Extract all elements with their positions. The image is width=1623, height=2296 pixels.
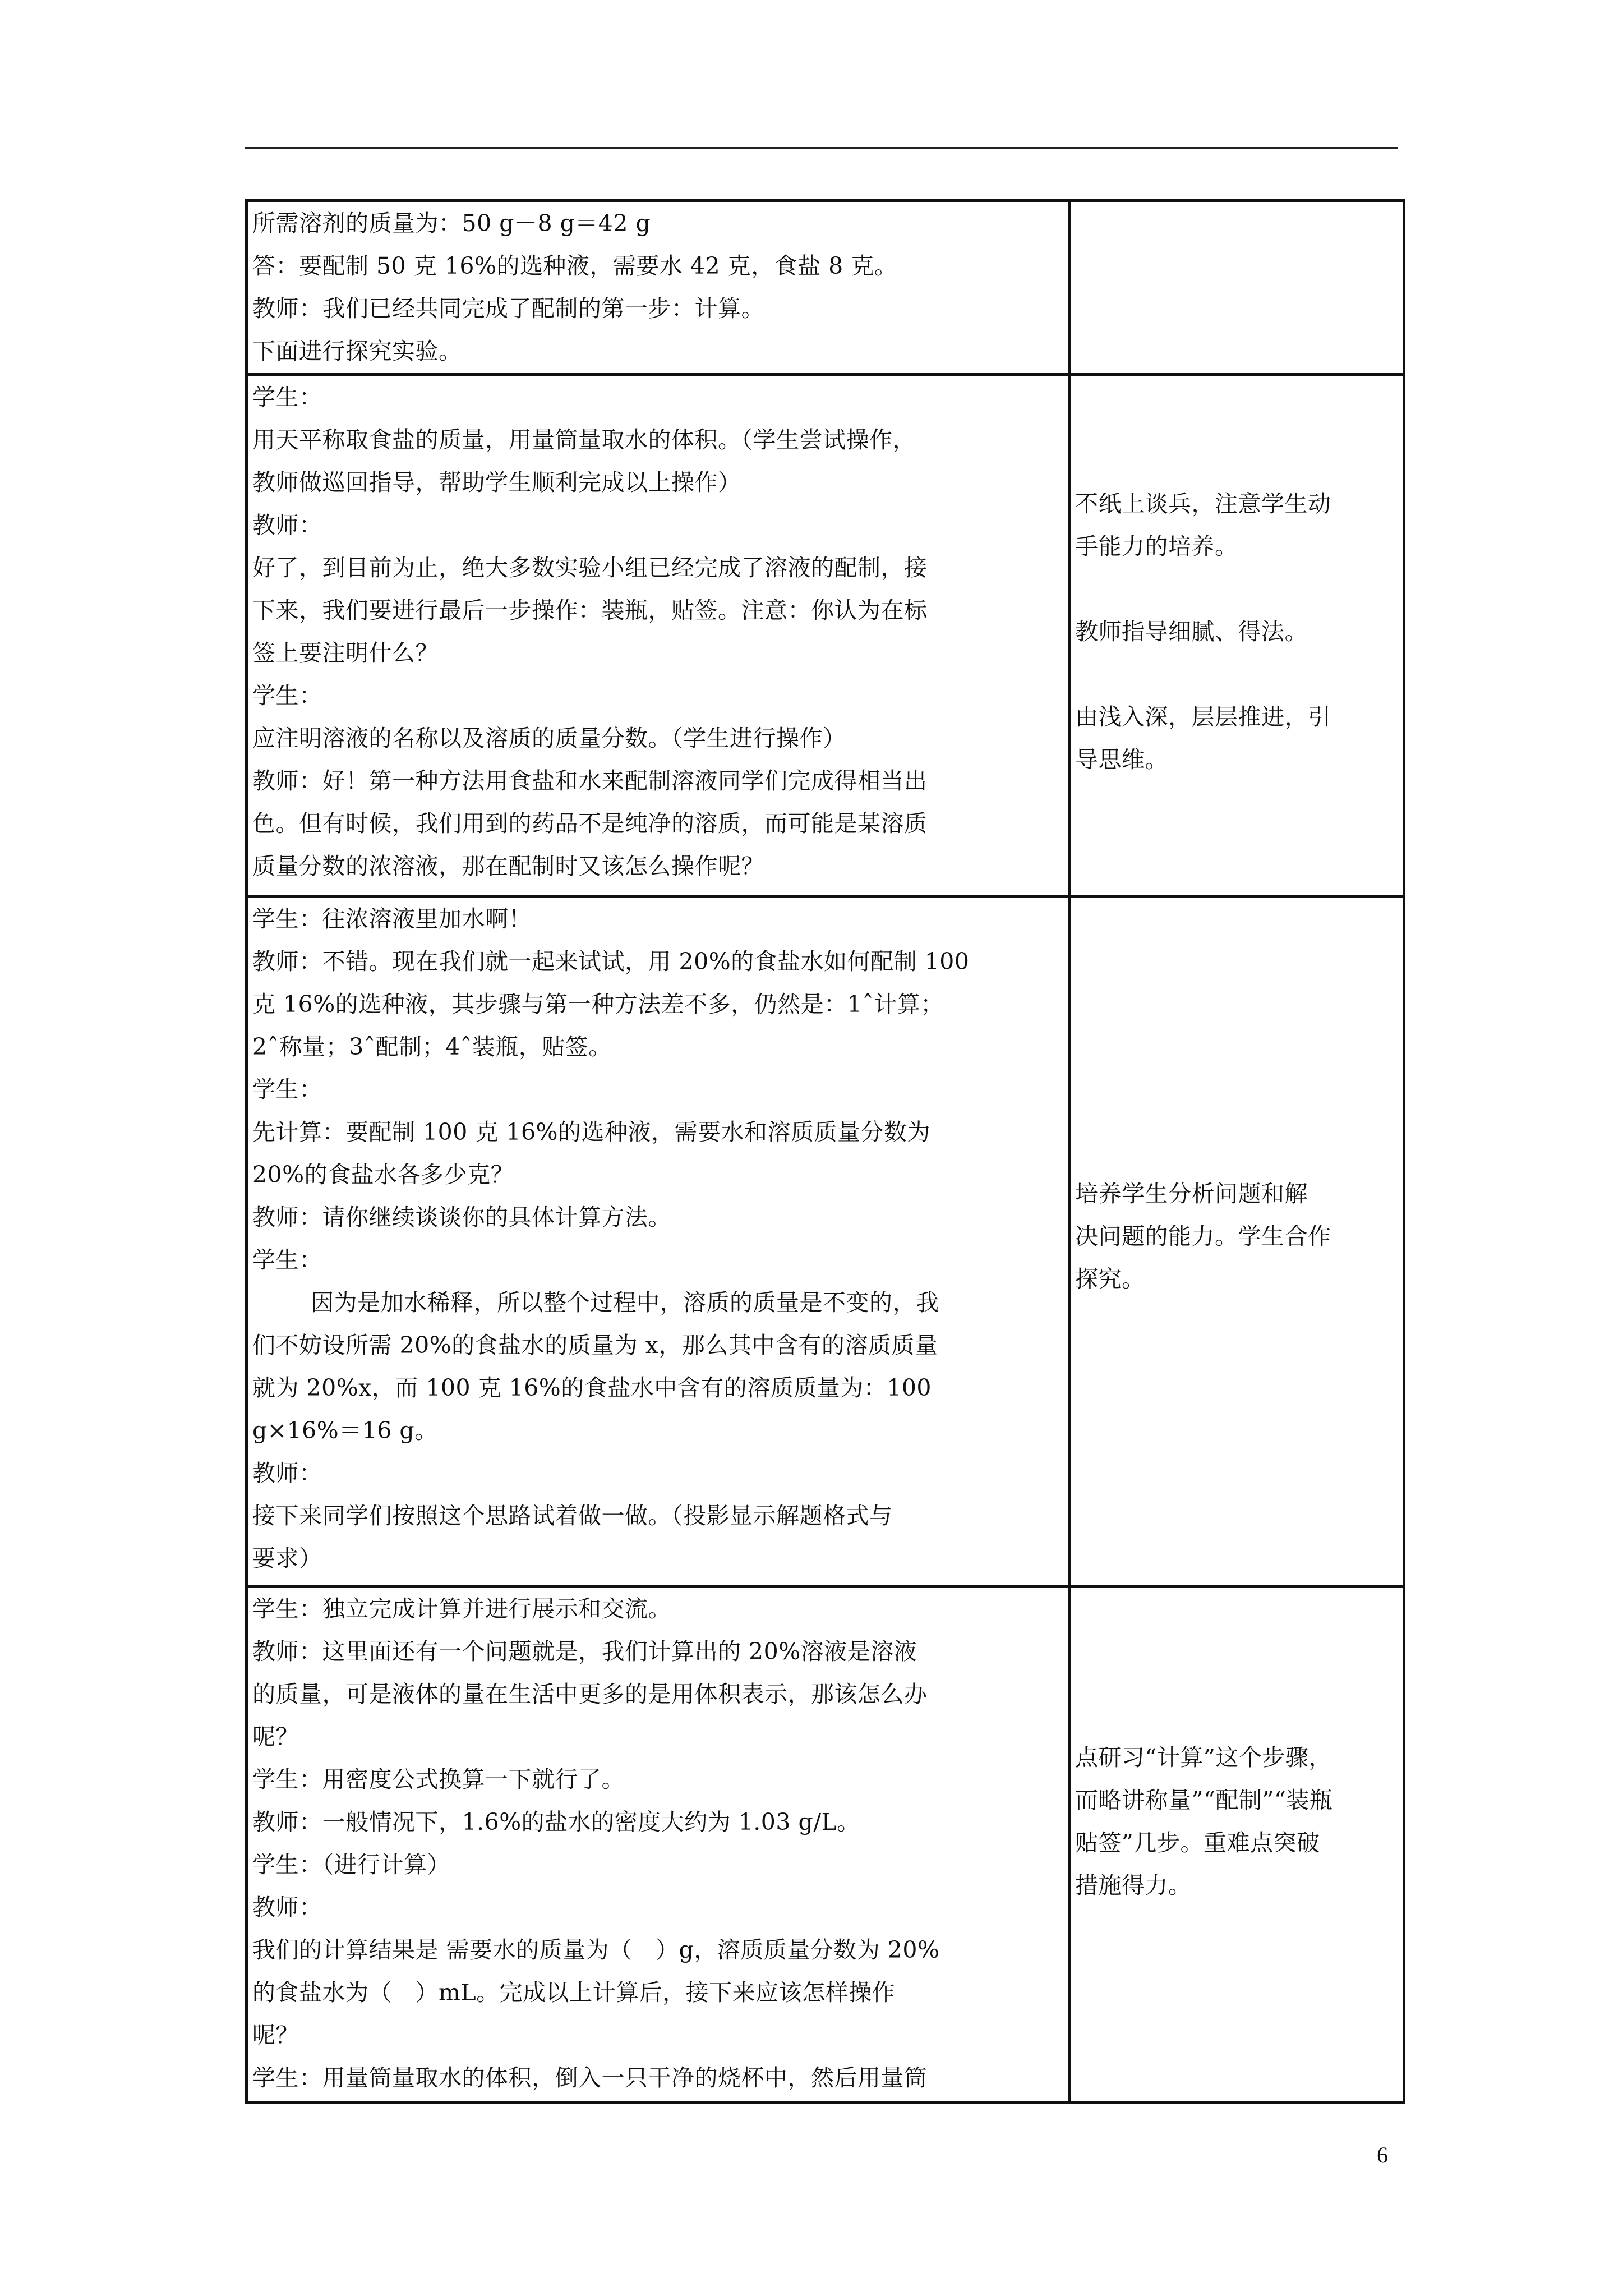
- text-line: 教师：: [252, 1894, 322, 1921]
- text-line: 因为是加水稀释，所以整个过程中，溶质的质量是不变的，我: [311, 1289, 939, 1316]
- text-line: 教师：请你继续谈谈你的具体计算方法。: [252, 1204, 671, 1231]
- spacer: [1075, 568, 1400, 610]
- text-line: 由浅入深，层层推进，引: [1075, 703, 1331, 730]
- page-number: 6: [1377, 2142, 1388, 2168]
- text-line: 的质量，可是液体的量在生活中更多的是用体积表示，那该怎么办: [252, 1681, 928, 1708]
- text-line: 学生：: [252, 384, 322, 411]
- text-line: 教师指导细腻、得法。: [1075, 618, 1308, 645]
- text-line: 呢？: [252, 2022, 299, 2049]
- text-line: 而略讲称量”“配制”“装瓶: [1075, 1787, 1333, 1814]
- text-line: 色。但有时候，我们用到的药品不是纯净的溶质，而可能是某溶质: [252, 810, 928, 837]
- table-row: [247, 1586, 1404, 2102]
- header-rule: [245, 147, 1398, 149]
- teaching-process-cell: [247, 896, 1069, 1586]
- text-line: 学生：: [252, 1246, 322, 1273]
- text-line: 用天平称取食盐的质量，用量筒量取水的体积。（学生尝试操作，: [252, 426, 916, 453]
- text-line: 所需溶剂的质量为：50 g－8 g＝42 g: [252, 210, 651, 237]
- text-line: 教师：一般情况下，1.6%的盐水的密度大约为 1.03 g/L。: [252, 1809, 860, 1835]
- text-line: 答：要配制 50 克 16%的选种液，需要水 42 克，食盐 8 克。: [252, 252, 898, 279]
- text-line: 教师：这里面还有一个问题就是，我们计算出的 20%溶液是溶液: [252, 1638, 917, 1665]
- text-line: 不纸上谈兵，注意学生动: [1075, 490, 1331, 517]
- text-line: 学生：（进行计算）: [252, 1851, 450, 1878]
- text-line: 签上要注明什么？: [252, 639, 439, 666]
- text-line: 2ˆ称量；3ˆ配制；4ˆ装瓶，贴签。: [252, 1033, 612, 1060]
- design-intent-cell: [1069, 896, 1404, 1586]
- text-line: 质量分数的浓溶液，那在配制时又该怎么操作呢？: [252, 853, 764, 880]
- text-line: 教师：好！第一种方法用食盐和水来配制溶液同学们完成得相当出: [252, 767, 928, 794]
- text-line: 教师做巡回指导，帮助学生顺利完成以上操作）: [252, 469, 741, 496]
- text-line: 好了，到目前为止，绝大多数实验小组已经完成了溶液的配制，接: [252, 554, 928, 581]
- text-line: 下来，我们要进行最后一步操作：装瓶，贴签。注意：你认为在标: [252, 597, 928, 624]
- design-intent-cell: [1069, 201, 1404, 375]
- text-line: 手能力的培养。: [1075, 533, 1238, 560]
- text-line: 导思维。: [1075, 746, 1168, 773]
- text-line: 教师：: [252, 1460, 322, 1487]
- text-line: 学生：独立完成计算并进行展示和交流。: [252, 1595, 671, 1622]
- teaching-process-cell: [247, 375, 1069, 896]
- text-line: 我们的计算结果是 需要水的质量为（ ）g，溶质质量分数为 20%: [252, 1936, 940, 1963]
- text-line: 20%的食盐水各多少克？: [252, 1161, 514, 1188]
- text-line: 措施得力。: [1075, 1872, 1192, 1899]
- table-row: [247, 201, 1404, 375]
- text-line: 克 16%的选种液，其步骤与第一种方法差不多，仍然是：1ˆ计算；: [252, 991, 944, 1018]
- text-line: 就为 20%x，而 100 克 16%的食盐水中含有的溶质质量为：100: [252, 1374, 932, 1401]
- teaching-process-cell: [247, 1586, 1069, 2102]
- text-line: 先计算：要配制 100 克 16%的选种液，需要水和溶质质量分数为: [252, 1119, 930, 1145]
- table-row: [247, 375, 1404, 896]
- text-line: 学生：: [252, 682, 322, 709]
- text-line: 呢？: [252, 1723, 299, 1750]
- spacer: [1075, 653, 1400, 696]
- text-line: 点研习“计算”这个步骤，: [1075, 1744, 1332, 1771]
- text-line: 应注明溶液的名称以及溶质的质量分数。（学生进行操作）: [252, 725, 846, 752]
- text-line: 学生：往浓溶液里加水啊！: [252, 905, 532, 932]
- text-line: 探究。: [1075, 1266, 1145, 1292]
- text-line: 教师：: [252, 512, 322, 539]
- text-line: 下面进行探究实验。: [252, 338, 462, 365]
- text-line: 贴签”几步。重难点突破: [1075, 1829, 1320, 1856]
- text-line: 要求）: [252, 1545, 322, 1572]
- text-line: 接下来同学们按照这个思路试着做一做。（投影显示解题格式与: [252, 1502, 893, 1529]
- text-line: 们不妨设所需 20%的食盐水的质量为 x，那么其中含有的溶质质量: [252, 1332, 938, 1359]
- design-intent-cell: [1069, 375, 1404, 896]
- lesson-plan-table: [245, 199, 1405, 2104]
- design-intent-cell: [1069, 1586, 1404, 2102]
- text-line: 学生：用密度公式换算一下就行了。: [252, 1766, 625, 1793]
- text-line: 教师：不错。现在我们就一起来试试，用 20%的食盐水如何配制 100: [252, 948, 970, 975]
- text-line: 教师：我们已经共同完成了配制的第一步：计算。: [252, 295, 764, 322]
- teaching-process-cell: [247, 201, 1069, 375]
- table-row: [247, 896, 1404, 1586]
- text-line: 决问题的能力。学生合作: [1075, 1223, 1331, 1250]
- text-line: 学生：用量筒量取水的体积，倒入一只干净的烧杯中，然后用量筒: [252, 2064, 928, 2091]
- text-line: 培养学生分析问题和解: [1075, 1180, 1308, 1207]
- text-line: 的食盐水为（ ）mL。完成以上计算后，接下来应该怎样操作: [252, 1979, 896, 2006]
- text-line: 学生：: [252, 1076, 322, 1103]
- text-line: g×16%＝16 g。: [252, 1417, 438, 1444]
